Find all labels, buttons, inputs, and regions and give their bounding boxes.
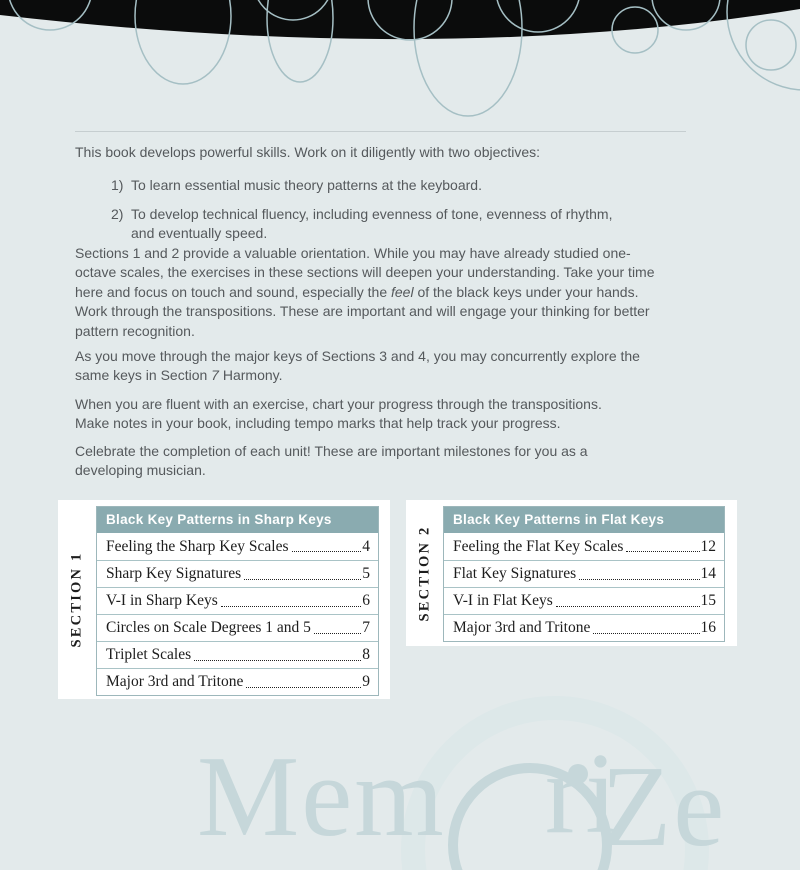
list-item: 2) To develop technical fluency, including evenness of tone, evenness of rhythm, and eventually speed. — [111, 206, 613, 242]
toc-item-page: 16 — [700, 619, 716, 636]
section-1-vertical-label — [58, 500, 96, 699]
toc-item-title: Feeling the Flat Key Scales — [453, 537, 624, 555]
toc-table — [443, 506, 725, 642]
toc-row — [444, 614, 724, 641]
dotted-leader — [579, 569, 699, 580]
toc-item-page: 4 — [362, 537, 370, 555]
paragraph: Celebrate the completion of each unit! These are important milestones for you as a developing musician. — [75, 443, 588, 479]
toc-item-title: Major 3rd and Tritone — [106, 673, 244, 690]
toc-section-1 — [58, 500, 390, 699]
toc-item-title: Flat Key Signatures — [453, 565, 577, 582]
paragraph: When you are fluent with an exercise, chart your progress through the transpositions. Make notes in your book, including tempo marks that help track your progress. — [75, 396, 602, 432]
dotted-leader — [221, 596, 361, 607]
toc-item-page: 6 — [362, 592, 370, 609]
toc-row — [97, 641, 378, 668]
toc-row — [97, 614, 378, 641]
toc-item-page: 12 — [700, 537, 716, 555]
paragraph: As you move through the major keys of Sections 3 and 4, you may concurrently explore the same keys in Section 7 Harmony. — [75, 348, 640, 384]
list-number: 2) — [111, 206, 124, 222]
watermark-text: ri — [545, 730, 620, 857]
toc-item-title: Feeling the Sharp Key Scales — [106, 537, 289, 555]
section-label: SECTION 1 — [68, 551, 85, 648]
watermark-text: Mem — [197, 733, 446, 860]
toc-item-page: 9 — [362, 673, 370, 690]
toc-table — [96, 506, 379, 696]
toc-row — [97, 560, 378, 587]
toc-item-page: 14 — [700, 565, 716, 582]
toc-item-title: V-I in Flat Keys — [453, 592, 553, 609]
toc-item-title: Circles on Scale Degrees 1 and 5 — [106, 619, 311, 636]
dotted-leader — [314, 623, 361, 634]
toc-item-page: 7 — [362, 619, 370, 636]
toc-row — [97, 668, 378, 695]
toc-header: Black Key Patterns in Flat Keys — [444, 507, 724, 533]
toc-row — [97, 587, 378, 614]
toc-item-title: V-I in Sharp Keys — [106, 592, 218, 609]
toc-rows — [97, 533, 378, 695]
dotted-leader — [626, 541, 699, 552]
list-item: 1) To learn essential music theory patterns at the keyboard. — [75, 176, 720, 195]
toc-row — [444, 560, 724, 587]
toc-row — [97, 533, 378, 560]
section-2-vertical-label — [406, 500, 444, 646]
toc-rows — [444, 533, 724, 641]
toc-row — [444, 587, 724, 614]
watermark-text: Ze — [601, 743, 727, 870]
list-number: 1) — [111, 177, 124, 193]
toc-item-title: Triplet Scales — [106, 646, 192, 663]
paragraph: Sections 1 and 2 provide a valuable orientation. While you may have already studied one- octave scales, the exercises in these sections will deepen your understanding. Take your time here and focus on touch and sound, especially the feel of the black keys under your hands. Work through the transpositions. These are important and will engage your thinking for better pattern recognition. — [75, 245, 655, 339]
dotted-leader — [246, 677, 361, 688]
dotted-leader — [244, 569, 361, 580]
section-label: SECTION 2 — [416, 525, 433, 621]
toc-item-page: 5 — [362, 565, 370, 582]
toc-item-title: Sharp Key Signatures — [106, 565, 242, 582]
toc-item-title: Major 3rd and Tritone — [453, 619, 591, 636]
toc-header: Black Key Patterns in Sharp Keys — [97, 507, 378, 533]
dotted-leader — [556, 596, 700, 607]
toc-section-2 — [406, 500, 737, 646]
dotted-leader — [292, 541, 362, 552]
toc-row — [444, 533, 724, 560]
toc-item-page: 15 — [700, 592, 716, 609]
dotted-leader — [593, 623, 699, 634]
paragraph: This book develops powerful skills. Work on it diligently with two objectives: — [75, 144, 541, 160]
dotted-leader — [194, 650, 361, 661]
toc-item-page: 8 — [362, 646, 370, 663]
